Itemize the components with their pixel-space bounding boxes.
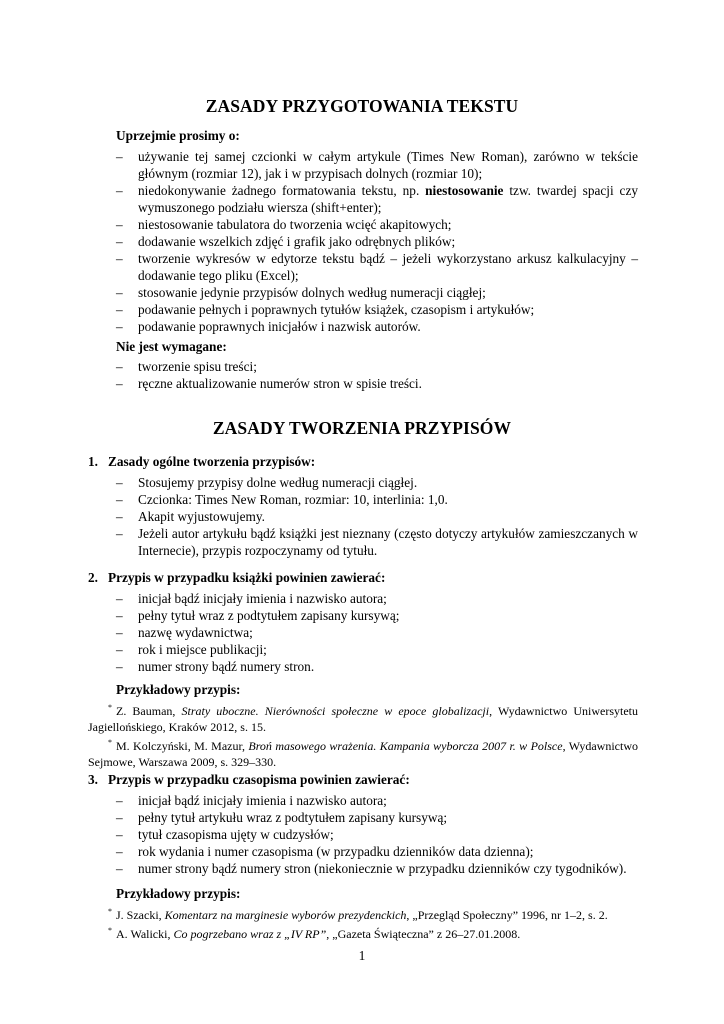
page-number: 1 [358,948,366,963]
dash-bullet: – [116,234,123,249]
list-item: – pełny tytuł artykułu wraz z podtytułem zapisany kursywą; [116,810,448,825]
footnote-example: * J. Szacki, Komentarz na marginesie wyborów prezydenckich, „Przegląd Społeczny” 1996, nr 1–2, s. 2. * A. Walicki, Co pogrzebano wraz z „IV RP”, „Gazeta Świąteczna” z 26–27.01.2008. [108,907,608,941]
section-1-heading: 1. Zasady ogólne tworzenia przypisów: [88,454,316,469]
dash-bullet: – [116,376,123,391]
list-item: – numer strony bądź numery stron. [116,659,315,674]
dash-bullet: – [116,183,123,198]
section-2-heading: 2. Przypis w przypadku książki powinien zawierać: [88,570,386,585]
footnote-mark: * [108,703,112,712]
list-item: – tytuł czasopisma ujęty w cudzysłów; [116,827,334,842]
list-item: – nazwę wydawnictwa; [116,625,253,640]
dash-bullet: – [116,526,123,541]
prosimy-list [116,148,638,335]
list-item: – pełny tytuł wraz z podtytułem zapisany kursywą; [116,608,400,623]
dash-bullet: – [116,844,123,859]
footnote-mark: * [108,738,112,747]
dash-bullet: – [116,475,123,490]
dash-bullet: – [116,810,123,825]
section-2-list [116,590,638,675]
list-item: – Stosujemy przypisy dolne według numeracji ciągłej. [116,475,418,490]
dash-bullet: – [116,608,123,623]
dash-bullet: – [116,319,123,334]
dash-bullet: – [116,302,123,317]
list-item: – inicjał bądź inicjały imienia i nazwisko autora; [116,591,387,606]
dash-bullet: – [116,591,123,606]
dash-bullet: – [116,251,123,266]
dash-bullet: – [116,793,123,808]
list-item: – używanie tej samej czcionki w całym artykule (Times New Roman), zarówno w tekście głównym (rozmiar 12), jak i w przypisach dolnych (rozmiar 10); [116,149,638,181]
list-item: – rok i miejsce publikacji; [116,642,267,657]
list-item: – stosowanie jedynie przypisów dolnych według numeracji ciągłej; [116,285,486,300]
list-item: – ręczne aktualizowanie numerów stron w spisie treści. [116,376,422,391]
dash-bullet: – [116,492,123,507]
example-heading: Przykładowy przypis: [116,682,241,697]
list-item: – dodawanie wszelkich zdjęć i grafik jako odrębnych plików; [116,234,456,249]
dash-bullet: – [116,509,123,524]
list-item: – inicjał bądź inicjały imienia i nazwisko autora; [116,793,387,808]
example-heading: Przykładowy przypis: [116,886,241,901]
list-item: – Jeżeli autor artykułu bądź książki jest nieznany (często dotyczy artykułów zamieszczanych w Internecie), przypis rozpoczynamy od tytułu. [116,526,638,558]
list-item: – rok wydania i numer czasopisma (w przypadku dzienników data dzienna); [116,844,534,859]
list-item: – podawanie pełnych i poprawnych tytułów książek, czasopism i artykułów; [116,302,535,317]
footnote-example: * Z. Bauman, Straty uboczne. Nierówności społeczne w epoce globalizacji, Wydawnictwo Uniwersytetu Jagiellońskiego, Kraków 2012, s. 15. * M. Kolczyński, M. Mazur, Broń masowego wrażenia. Kampania wyborcza 2007 r. w Polsce, Wydawnictwo Sejmowe, Warszawa 2009, s. 329–330. [88,703,638,769]
dash-bullet: – [116,827,123,842]
italic-title: Co pogrzebano wraz z „IV RP” [173,927,327,941]
section-3-list [116,792,646,877]
nie-wymagane-list [116,358,638,392]
italic-title: Komentarz na marginesie wyborów prezydenckich [164,908,407,922]
dash-bullet: – [116,625,123,640]
italic-title: Straty uboczne. Nierówności społeczne w epoce globalizacji [181,704,490,718]
list-item: – tworzenie wykresów w edytorze tekstu bądź – jeżeli wykorzystano arkusz kalkulacyjny – dodawanie tego pliku (Excel); [116,251,638,283]
section-title-przypisy: ZASADY TWORZENIA PRZYPISÓW [212,418,512,438]
prosimy-heading: Uprzejmie prosimy o: [116,128,240,143]
list-item: – niedokonywanie żadnego formatowania tekstu, np. niestosowanie tzw. twardej spacji czy wymuszonego podziału wiersza (shift+enter); [116,183,638,215]
footnote-mark: * [108,907,112,916]
list-item: – Czcionka: Times New Roman, rozmiar: 10, interlinia: 1,0. [116,492,448,507]
section-3-heading: 3. Przypis w przypadku czasopisma powinien zawierać: [88,772,410,787]
dash-bullet: – [116,285,123,300]
list-item: – podawanie poprawnych inicjałów i nazwisk autorów. [116,319,421,334]
dash-bullet: – [116,659,123,674]
nie-wymagane-heading: Nie jest wymagane: [116,339,227,354]
dash-bullet: – [116,359,123,374]
italic-title: Broń masowego wrażenia. Kampania wyborcza 2007 r. w Polsce [248,739,563,753]
list-item: – tworzenie spisu treści; [116,359,257,374]
dash-bullet: – [116,149,123,164]
dash-bullet: – [116,642,123,657]
list-item: – niestosowanie tabulatora do tworzenia wcięć akapitowych; [116,217,452,232]
dash-bullet: – [116,217,123,232]
bold-term: niestosowanie [425,183,504,198]
list-item: – Akapit wyjustowujemy. [116,509,265,524]
footnote-mark: * [108,926,112,935]
section-1-list [116,474,638,559]
dash-bullet: – [116,861,123,876]
list-item: – numer strony bądź numery stron (niekoniecznie w przypadku dzienników czy tygodników). [116,861,627,876]
page-title: ZASADY PRZYGOTOWANIA TEKSTU [205,96,519,116]
